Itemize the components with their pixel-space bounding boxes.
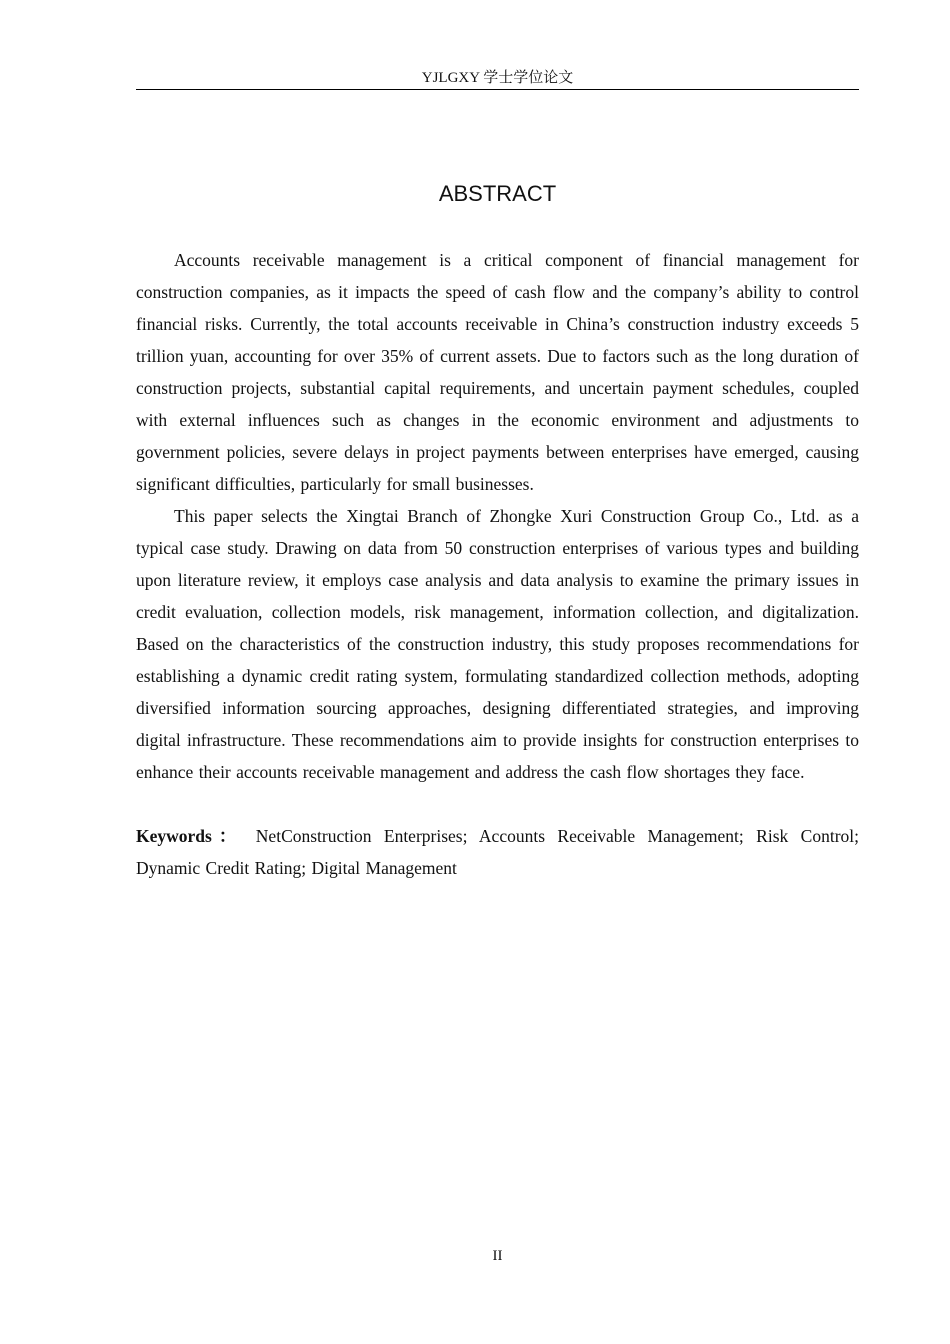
page-number: II	[492, 1248, 503, 1264]
keywords-label: Keywords：	[136, 826, 244, 846]
abstract-title: ABSTRACT	[438, 181, 557, 206]
page-header: YJLGXY 学士学位论文	[136, 68, 859, 90]
abstract-paragraph-1: Accounts receivable management is a critical component of financial management for construction companies, as it impacts the speed of cash flow and the company’s ability to control financial risks. Currently, the total accounts receivable in China’s construction industry exceeds 5 trillion yuan, accounting for over 35% of current assets. Due to factors such as the long duration of construction projects, substantial capital requirements, and uncertain payment schedules, coupled with external influences such as changes in the economic environment and adjustments to government policies, severe delays in project payments between enterprises have emerged, causing significant difficulties, particularly for small businesses.	[136, 250, 859, 494]
keywords-line	[136, 820, 859, 884]
keywords-text: NetConstruction Enterprises; Accounts Receivable Management; Risk Control; Dynamic Credit Rating; Digital Management	[136, 826, 860, 878]
abstract-body	[136, 244, 859, 884]
abstract-paragraph-2: This paper selects the Xingtai Branch of Zhongke Xuri Construction Group Co., Ltd. as a typical case study. Drawing on data from 50 construction enterprises of various types and building upon literature review, it employs case analysis and data analysis to examine the primary issues in credit evaluation, collection models, risk management, information collection, and digitalization. Based on the characteristics of the construction industry, this study proposes recommendations for establishing a dynamic credit rating system, formulating standardized collection methods, adopting diversified information sourcing approaches, designing differentiated strategies, and improving digital infrastructure. These recommendations aim to provide insights for construction enterprises to enhance their accounts receivable management and address the cash flow shortages they face.	[136, 506, 859, 782]
